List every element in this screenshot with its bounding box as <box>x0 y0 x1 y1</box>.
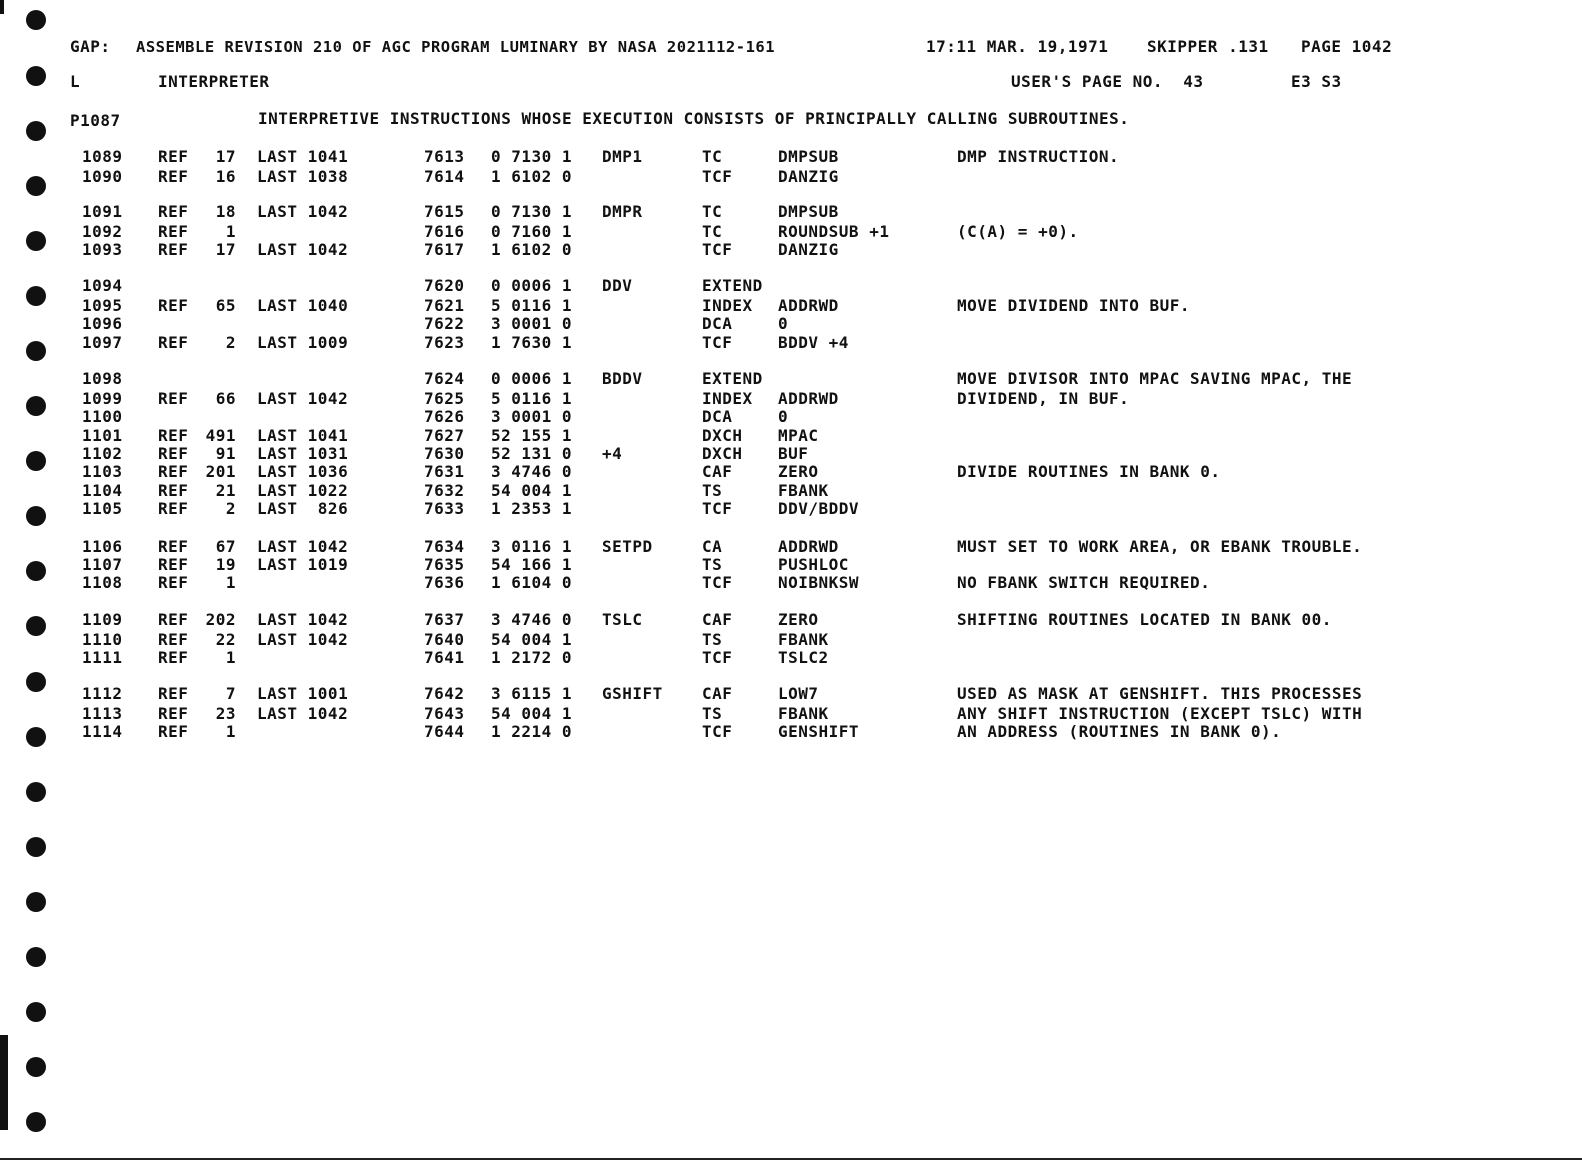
machine-code: 1 6102 0 <box>491 167 573 186</box>
ref-count: 66 <box>215 389 236 408</box>
opcode: EXTEND <box>702 276 763 295</box>
last-reference: LAST 1038 <box>257 167 349 186</box>
memory-address: 7633 <box>424 499 465 518</box>
line-number: 1092 <box>82 222 123 241</box>
operand: DDV/BDDV <box>778 499 860 518</box>
last-reference: LAST 1041 <box>257 147 349 166</box>
opcode: CAF <box>702 462 733 481</box>
ref-count: 22 <box>215 630 236 649</box>
opcode: TS <box>702 704 723 723</box>
ref-keyword: REF <box>158 167 189 186</box>
memory-address: 7623 <box>424 333 465 352</box>
feed-hole <box>26 121 46 141</box>
user-page-number: USER'S PAGE NO. 43 <box>1011 72 1204 91</box>
section-title: INTERPRETER <box>158 72 270 91</box>
header-code: E3 S3 <box>1291 72 1342 91</box>
ref-count: 17 <box>215 147 236 166</box>
memory-address: 7626 <box>424 407 465 426</box>
opcode: INDEX <box>702 296 753 315</box>
line-number: 1093 <box>82 240 123 259</box>
line-number: 1090 <box>82 167 123 186</box>
line-number: 1113 <box>82 704 123 723</box>
memory-address: 7613 <box>424 147 465 166</box>
last-reference: LAST 1040 <box>257 296 349 315</box>
feed-hole <box>26 561 46 581</box>
feed-hole <box>26 782 46 802</box>
operand: 0 <box>778 314 789 333</box>
machine-code: 1 2353 1 <box>491 499 573 518</box>
memory-address: 7640 <box>424 630 465 649</box>
feed-hole <box>26 616 46 636</box>
machine-code: 0 7130 1 <box>491 202 573 221</box>
memory-address: 7615 <box>424 202 465 221</box>
operand: MPAC <box>778 426 819 445</box>
last-reference: LAST 1042 <box>257 389 349 408</box>
ref-keyword: REF <box>158 722 189 741</box>
ref-keyword: REF <box>158 648 189 667</box>
line-number: 1091 <box>82 202 123 221</box>
ref-keyword: REF <box>158 499 189 518</box>
memory-address: 7621 <box>424 296 465 315</box>
ref-count: 65 <box>215 296 236 315</box>
machine-code: 0 7130 1 <box>491 147 573 166</box>
operand: FBANK <box>778 481 829 500</box>
last-reference: LAST 1042 <box>257 240 349 259</box>
last-reference: LAST 1009 <box>257 333 349 352</box>
ref-count: 2 <box>225 499 236 518</box>
operand: ROUNDSUB +1 <box>778 222 890 241</box>
comment: DIVIDEND, IN BUF. <box>957 389 1130 408</box>
ref-keyword: REF <box>158 610 189 629</box>
operand: 0 <box>778 407 789 426</box>
comment: MUST SET TO WORK AREA, OR EBANK TROUBLE. <box>957 537 1363 556</box>
feed-hole <box>26 1112 46 1132</box>
operand: PUSHLOC <box>778 555 849 574</box>
line-number: 1102 <box>82 444 123 463</box>
left-edge-mark <box>0 1035 8 1130</box>
comment: (C(A) = +0). <box>957 222 1079 241</box>
machine-code: 5 0116 1 <box>491 389 573 408</box>
line-number: 1104 <box>82 481 123 500</box>
machine-code: 52 131 0 <box>491 444 573 463</box>
operand: ADDRWD <box>778 296 839 315</box>
line-number: 1094 <box>82 276 123 295</box>
memory-address: 7614 <box>424 167 465 186</box>
line-number: 1108 <box>82 573 123 592</box>
ref-keyword: REF <box>158 296 189 315</box>
opcode: TC <box>702 147 723 166</box>
line-number: 1096 <box>82 314 123 333</box>
feed-hole <box>26 396 46 416</box>
ref-keyword: REF <box>158 684 189 703</box>
opcode: TCF <box>702 167 733 186</box>
feed-hole <box>26 892 46 912</box>
operand: DMPSUB <box>778 202 839 221</box>
opcode: TC <box>702 222 723 241</box>
operand: BDDV +4 <box>778 333 849 352</box>
line-number: 1095 <box>82 296 123 315</box>
machine-code: 3 4746 0 <box>491 462 573 481</box>
line-number: 1106 <box>82 537 123 556</box>
ref-keyword: REF <box>158 704 189 723</box>
opcode: DXCH <box>702 426 743 445</box>
ref-count: 21 <box>215 481 236 500</box>
ref-count: 67 <box>215 537 236 556</box>
ref-count: 1 <box>225 222 236 241</box>
last-reference: LAST 826 <box>257 499 349 518</box>
feed-hole <box>26 837 46 857</box>
comment: MOVE DIVISOR INTO MPAC SAVING MPAC, THE <box>957 369 1353 388</box>
header-flag: L <box>70 72 81 91</box>
ref-count: 1 <box>225 648 236 667</box>
machine-code: 54 166 1 <box>491 555 573 574</box>
symbol-label: DDV <box>602 276 633 295</box>
operand: BUF <box>778 444 809 463</box>
memory-address: 7620 <box>424 276 465 295</box>
memory-address: 7634 <box>424 537 465 556</box>
ref-count: 2 <box>225 333 236 352</box>
memory-address: 7642 <box>424 684 465 703</box>
last-reference: LAST 1041 <box>257 426 349 445</box>
ref-keyword: REF <box>158 222 189 241</box>
operand: DANZIG <box>778 167 839 186</box>
ref-count: 1 <box>225 573 236 592</box>
last-reference: LAST 1042 <box>257 610 349 629</box>
page-subtitle: INTERPRETIVE INSTRUCTIONS WHOSE EXECUTION CONSISTS OF PRINCIPALLY CALLING SUBROUTINES. <box>258 109 1130 128</box>
ref-count: 201 <box>205 462 236 481</box>
line-number: 1099 <box>82 389 123 408</box>
machine-code: 1 2214 0 <box>491 722 573 741</box>
line-number: 1098 <box>82 369 123 388</box>
opcode: TCF <box>702 499 733 518</box>
last-reference: LAST 1001 <box>257 684 349 703</box>
symbol-label: BDDV <box>602 369 643 388</box>
machine-code: 3 0116 1 <box>491 537 573 556</box>
ref-keyword: REF <box>158 573 189 592</box>
memory-address: 7622 <box>424 314 465 333</box>
machine-code: 5 0116 1 <box>491 296 573 315</box>
line-number: 1103 <box>82 462 123 481</box>
ref-keyword: REF <box>158 444 189 463</box>
operand: FBANK <box>778 630 829 649</box>
line-number: 1111 <box>82 648 123 667</box>
page-reference: P1087 <box>70 111 121 130</box>
feed-hole <box>26 176 46 196</box>
machine-code: 1 7630 1 <box>491 333 573 352</box>
ref-count: 19 <box>215 555 236 574</box>
comment: AN ADDRESS (ROUTINES IN BANK 0). <box>957 722 1282 741</box>
ref-keyword: REF <box>158 426 189 445</box>
feed-hole <box>26 10 46 30</box>
ref-count: 1 <box>225 722 236 741</box>
machine-code: 0 7160 1 <box>491 222 573 241</box>
comment: NO FBANK SWITCH REQUIRED. <box>957 573 1211 592</box>
opcode: DCA <box>702 407 733 426</box>
opcode: TCF <box>702 573 733 592</box>
comment: USED AS MASK AT GENSHIFT. THIS PROCESSES <box>957 684 1363 703</box>
symbol-label: SETPD <box>602 537 653 556</box>
opcode: TS <box>702 555 723 574</box>
opcode: TCF <box>702 722 733 741</box>
ref-keyword: REF <box>158 555 189 574</box>
comment: DMP INSTRUCTION. <box>957 147 1120 166</box>
last-reference: LAST 1042 <box>257 630 349 649</box>
last-reference: LAST 1042 <box>257 537 349 556</box>
ref-count: 91 <box>215 444 236 463</box>
operand: LOW7 <box>778 684 819 703</box>
symbol-label: TSLC <box>602 610 643 629</box>
feed-hole <box>26 1057 46 1077</box>
operand: DMPSUB <box>778 147 839 166</box>
operand: ZERO <box>778 610 819 629</box>
ref-count: 202 <box>205 610 236 629</box>
memory-address: 7641 <box>424 648 465 667</box>
ref-keyword: REF <box>158 147 189 166</box>
machine-code: 1 2172 0 <box>491 648 573 667</box>
memory-address: 7627 <box>424 426 465 445</box>
last-reference: LAST 1022 <box>257 481 349 500</box>
ref-keyword: REF <box>158 333 189 352</box>
line-number: 1114 <box>82 722 123 741</box>
line-number: 1101 <box>82 426 123 445</box>
symbol-label: GSHIFT <box>602 684 663 703</box>
opcode: EXTEND <box>702 369 763 388</box>
line-number: 1107 <box>82 555 123 574</box>
last-reference: LAST 1042 <box>257 704 349 723</box>
last-reference: LAST 1019 <box>257 555 349 574</box>
comment: DIVIDE ROUTINES IN BANK 0. <box>957 462 1221 481</box>
operand: ZERO <box>778 462 819 481</box>
feed-hole <box>26 506 46 526</box>
memory-address: 7636 <box>424 573 465 592</box>
bottom-rule <box>0 1158 1582 1160</box>
opcode: CA <box>702 537 723 556</box>
opcode: CAF <box>702 610 733 629</box>
machine-code: 52 155 1 <box>491 426 573 445</box>
machine-code: 3 0001 0 <box>491 407 573 426</box>
ref-keyword: REF <box>158 202 189 221</box>
line-number: 1112 <box>82 684 123 703</box>
opcode: CAF <box>702 684 733 703</box>
line-number: 1109 <box>82 610 123 629</box>
feed-hole <box>26 727 46 747</box>
ref-keyword: REF <box>158 462 189 481</box>
ref-keyword: REF <box>158 630 189 649</box>
operand: ADDRWD <box>778 537 839 556</box>
machine-code: 3 4746 0 <box>491 610 573 629</box>
machine-code: 3 0001 0 <box>491 314 573 333</box>
header-operator: SKIPPER .131 <box>1147 37 1269 56</box>
last-reference: LAST 1036 <box>257 462 349 481</box>
machine-code: 1 6104 0 <box>491 573 573 592</box>
ref-count: 491 <box>205 426 236 445</box>
comment: MOVE DIVIDEND INTO BUF. <box>957 296 1191 315</box>
ref-count: 23 <box>215 704 236 723</box>
opcode: INDEX <box>702 389 753 408</box>
line-number: 1100 <box>82 407 123 426</box>
header-timestamp: 17:11 MAR. 19,1971 <box>926 37 1109 56</box>
comment: ANY SHIFT INSTRUCTION (EXCEPT TSLC) WITH <box>957 704 1363 723</box>
header-prefix: GAP: <box>70 37 111 56</box>
memory-address: 7625 <box>424 389 465 408</box>
feed-hole <box>26 451 46 471</box>
ref-keyword: REF <box>158 481 189 500</box>
memory-address: 7632 <box>424 481 465 500</box>
memory-address: 7616 <box>424 222 465 241</box>
operand: DANZIG <box>778 240 839 259</box>
machine-code: 54 004 1 <box>491 704 573 723</box>
header-page-number: PAGE 1042 <box>1301 37 1393 56</box>
operand: NOIBNKSW <box>778 573 860 592</box>
line-number: 1105 <box>82 499 123 518</box>
machine-code: 54 004 1 <box>491 630 573 649</box>
feed-hole <box>26 286 46 306</box>
ref-count: 18 <box>215 202 236 221</box>
memory-address: 7630 <box>424 444 465 463</box>
memory-address: 7617 <box>424 240 465 259</box>
operand: GENSHIFT <box>778 722 860 741</box>
opcode: TCF <box>702 648 733 667</box>
opcode: TCF <box>702 240 733 259</box>
feed-hole <box>26 947 46 967</box>
ref-count: 7 <box>225 684 236 703</box>
ref-keyword: REF <box>158 389 189 408</box>
opcode: TC <box>702 202 723 221</box>
opcode: TS <box>702 481 723 500</box>
machine-code: 3 6115 1 <box>491 684 573 703</box>
memory-address: 7643 <box>424 704 465 723</box>
memory-address: 7631 <box>424 462 465 481</box>
line-number: 1089 <box>82 147 123 166</box>
memory-address: 7644 <box>424 722 465 741</box>
memory-address: 7637 <box>424 610 465 629</box>
opcode: DXCH <box>702 444 743 463</box>
ref-keyword: REF <box>158 537 189 556</box>
last-reference: LAST 1042 <box>257 202 349 221</box>
ref-count: 16 <box>215 167 236 186</box>
operand: TSLC2 <box>778 648 829 667</box>
feed-hole <box>26 672 46 692</box>
symbol-label: +4 <box>602 444 623 463</box>
last-reference: LAST 1031 <box>257 444 349 463</box>
machine-code: 1 6102 0 <box>491 240 573 259</box>
operand: ADDRWD <box>778 389 839 408</box>
header-title: ASSEMBLE REVISION 210 OF AGC PROGRAM LUMINARY BY NASA 2021112-161 <box>136 38 776 56</box>
feed-hole <box>26 1002 46 1022</box>
feed-hole <box>26 341 46 361</box>
ref-count: 17 <box>215 240 236 259</box>
machine-code: 54 004 1 <box>491 481 573 500</box>
opcode: TS <box>702 630 723 649</box>
machine-code: 0 0006 1 <box>491 276 573 295</box>
operand: FBANK <box>778 704 829 723</box>
symbol-label: DMP1 <box>602 147 643 166</box>
line-number: 1097 <box>82 333 123 352</box>
comment: SHIFTING ROUTINES LOCATED IN BANK 00. <box>957 610 1332 629</box>
memory-address: 7635 <box>424 555 465 574</box>
feed-hole <box>26 231 46 251</box>
memory-address: 7624 <box>424 369 465 388</box>
opcode: DCA <box>702 314 733 333</box>
line-number: 1110 <box>82 630 123 649</box>
ref-keyword: REF <box>158 240 189 259</box>
machine-code: 0 0006 1 <box>491 369 573 388</box>
symbol-label: DMPR <box>602 202 643 221</box>
left-edge-mark <box>0 0 4 14</box>
feed-hole <box>26 66 46 86</box>
tractor-feed-holes <box>26 10 52 1160</box>
opcode: TCF <box>702 333 733 352</box>
